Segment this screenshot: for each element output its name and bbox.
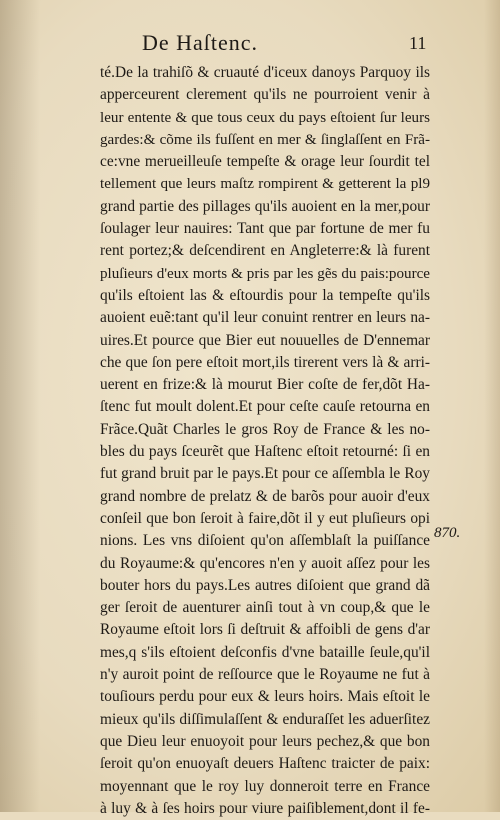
text-line: uerent en frize:& là mourut Bier coſte de fer,dõt Ha- [100, 376, 430, 394]
text-line: grand partie des pillages qu'ils auoient en la mer,pour [100, 197, 430, 215]
text-line: Frãce.Quãt Charles le gros Roy de France & les no- [100, 420, 430, 438]
text-line: ce:vne merueilleuſe tempeſte & orage leur ſourdit tel [100, 153, 430, 171]
text-line: bouter hors du pays.Les autres diſoient que grand dã [100, 576, 430, 594]
page-number: 11 [409, 33, 427, 53]
text-line: n'y auroit point de reſſource que le Royaume ne fut à [100, 666, 430, 684]
text-line: ger ſeroit de auenturer ainſi tout à vn coup,& que le [100, 599, 430, 617]
text-line: mieux qu'ils diſſimulaſſent & enduraſſet les aduerſitez [100, 710, 430, 728]
text-line: ſtenc fut moult dolent.Et pour ceſte cauſe retourna en [100, 398, 430, 416]
text-line: leur entente & que tous ceux du pays eſtoient ſur leurs [100, 109, 430, 126]
text-line: nions. Les vns diſoient qu'on aſſemblaſt la puiſſance [100, 532, 430, 550]
text-line: Royaume eſtoit lors ſi deſtruit & affoibli de gens d'ar [100, 621, 430, 639]
running-head: De Haſtenc. [142, 30, 259, 55]
text-line: gardes:& cõme ils fuſſent en mer & ſinglaſſent en Frã- [100, 131, 430, 148]
text-line: apperceurent clerement qu'ils ne pourroient venir à [100, 86, 430, 104]
text-line: bles du pays ſceurẽt que Haſtenc eſtoit retourné: ſi en [100, 443, 430, 461]
text-line: du Royaume:& qu'encores n'en y auoit aſſez pour les [100, 554, 430, 572]
text-line: qu'ils eſtoient las & eſtourdis pour la tempeſte qu'ils [100, 286, 430, 304]
page-edge [484, 0, 500, 812]
text-line: ſoulager leur nauires: Tant que par fortune de mer fu [100, 220, 430, 238]
text-line: fut grand bruit par le pays.Et pour ce aſſembla le Roy [100, 465, 430, 483]
gutter-shadow [0, 0, 40, 812]
text-line: auoient euẽ:tant qu'il leur conuint rentrer en leurs na- [100, 309, 430, 327]
text-line: touſiours perdu pour eux & leurs hoirs. Mais eſtoit le [100, 688, 430, 706]
text-line: conſeil que bon ſeroit à faire,dõt il y eut pluſieurs opi [100, 509, 430, 527]
text-line: che que ſon pere eſtoit mort,ils tirerent vers là & arri- [100, 353, 430, 371]
text-line: pluſieurs d'eux morts & pris par les gẽs du pais:pource [100, 265, 430, 282]
text-line: té.De la trahiſõ & cruauté d'iceux danoys Parquoy ils [100, 64, 430, 81]
text-line: uires.Et pource que Bier eut nouuelles de D'ennemar [100, 331, 430, 349]
margin-note-year: 870. [434, 525, 461, 541]
text-line: à luy & à ſes hoirs pour viure paiſiblement,dont il fe- [100, 799, 430, 817]
text-line: tellement que leurs maſtz rompirent & getterent la pl9 [100, 176, 430, 193]
text-line: mes,q s'ils eſtoient deſconfis d'vne bataille ſeule,qu'il [100, 643, 430, 661]
text-line: rent portez;& deſcendirent en Angleterre:& là furent [100, 242, 430, 260]
text-line: grand nombre de prelatz & de barõs pour auoir d'eux [100, 487, 430, 505]
text-line: que Dieu leur enuoyoit pour leurs pechez,& que bon [100, 732, 430, 750]
body-text [100, 62, 430, 820]
text-line: moyennant que le roy luy donneroit terre en France [100, 777, 430, 795]
text-line: ſeroit qu'on enuoyaſt deuers Haſtenc traicter de paix: [100, 755, 430, 773]
